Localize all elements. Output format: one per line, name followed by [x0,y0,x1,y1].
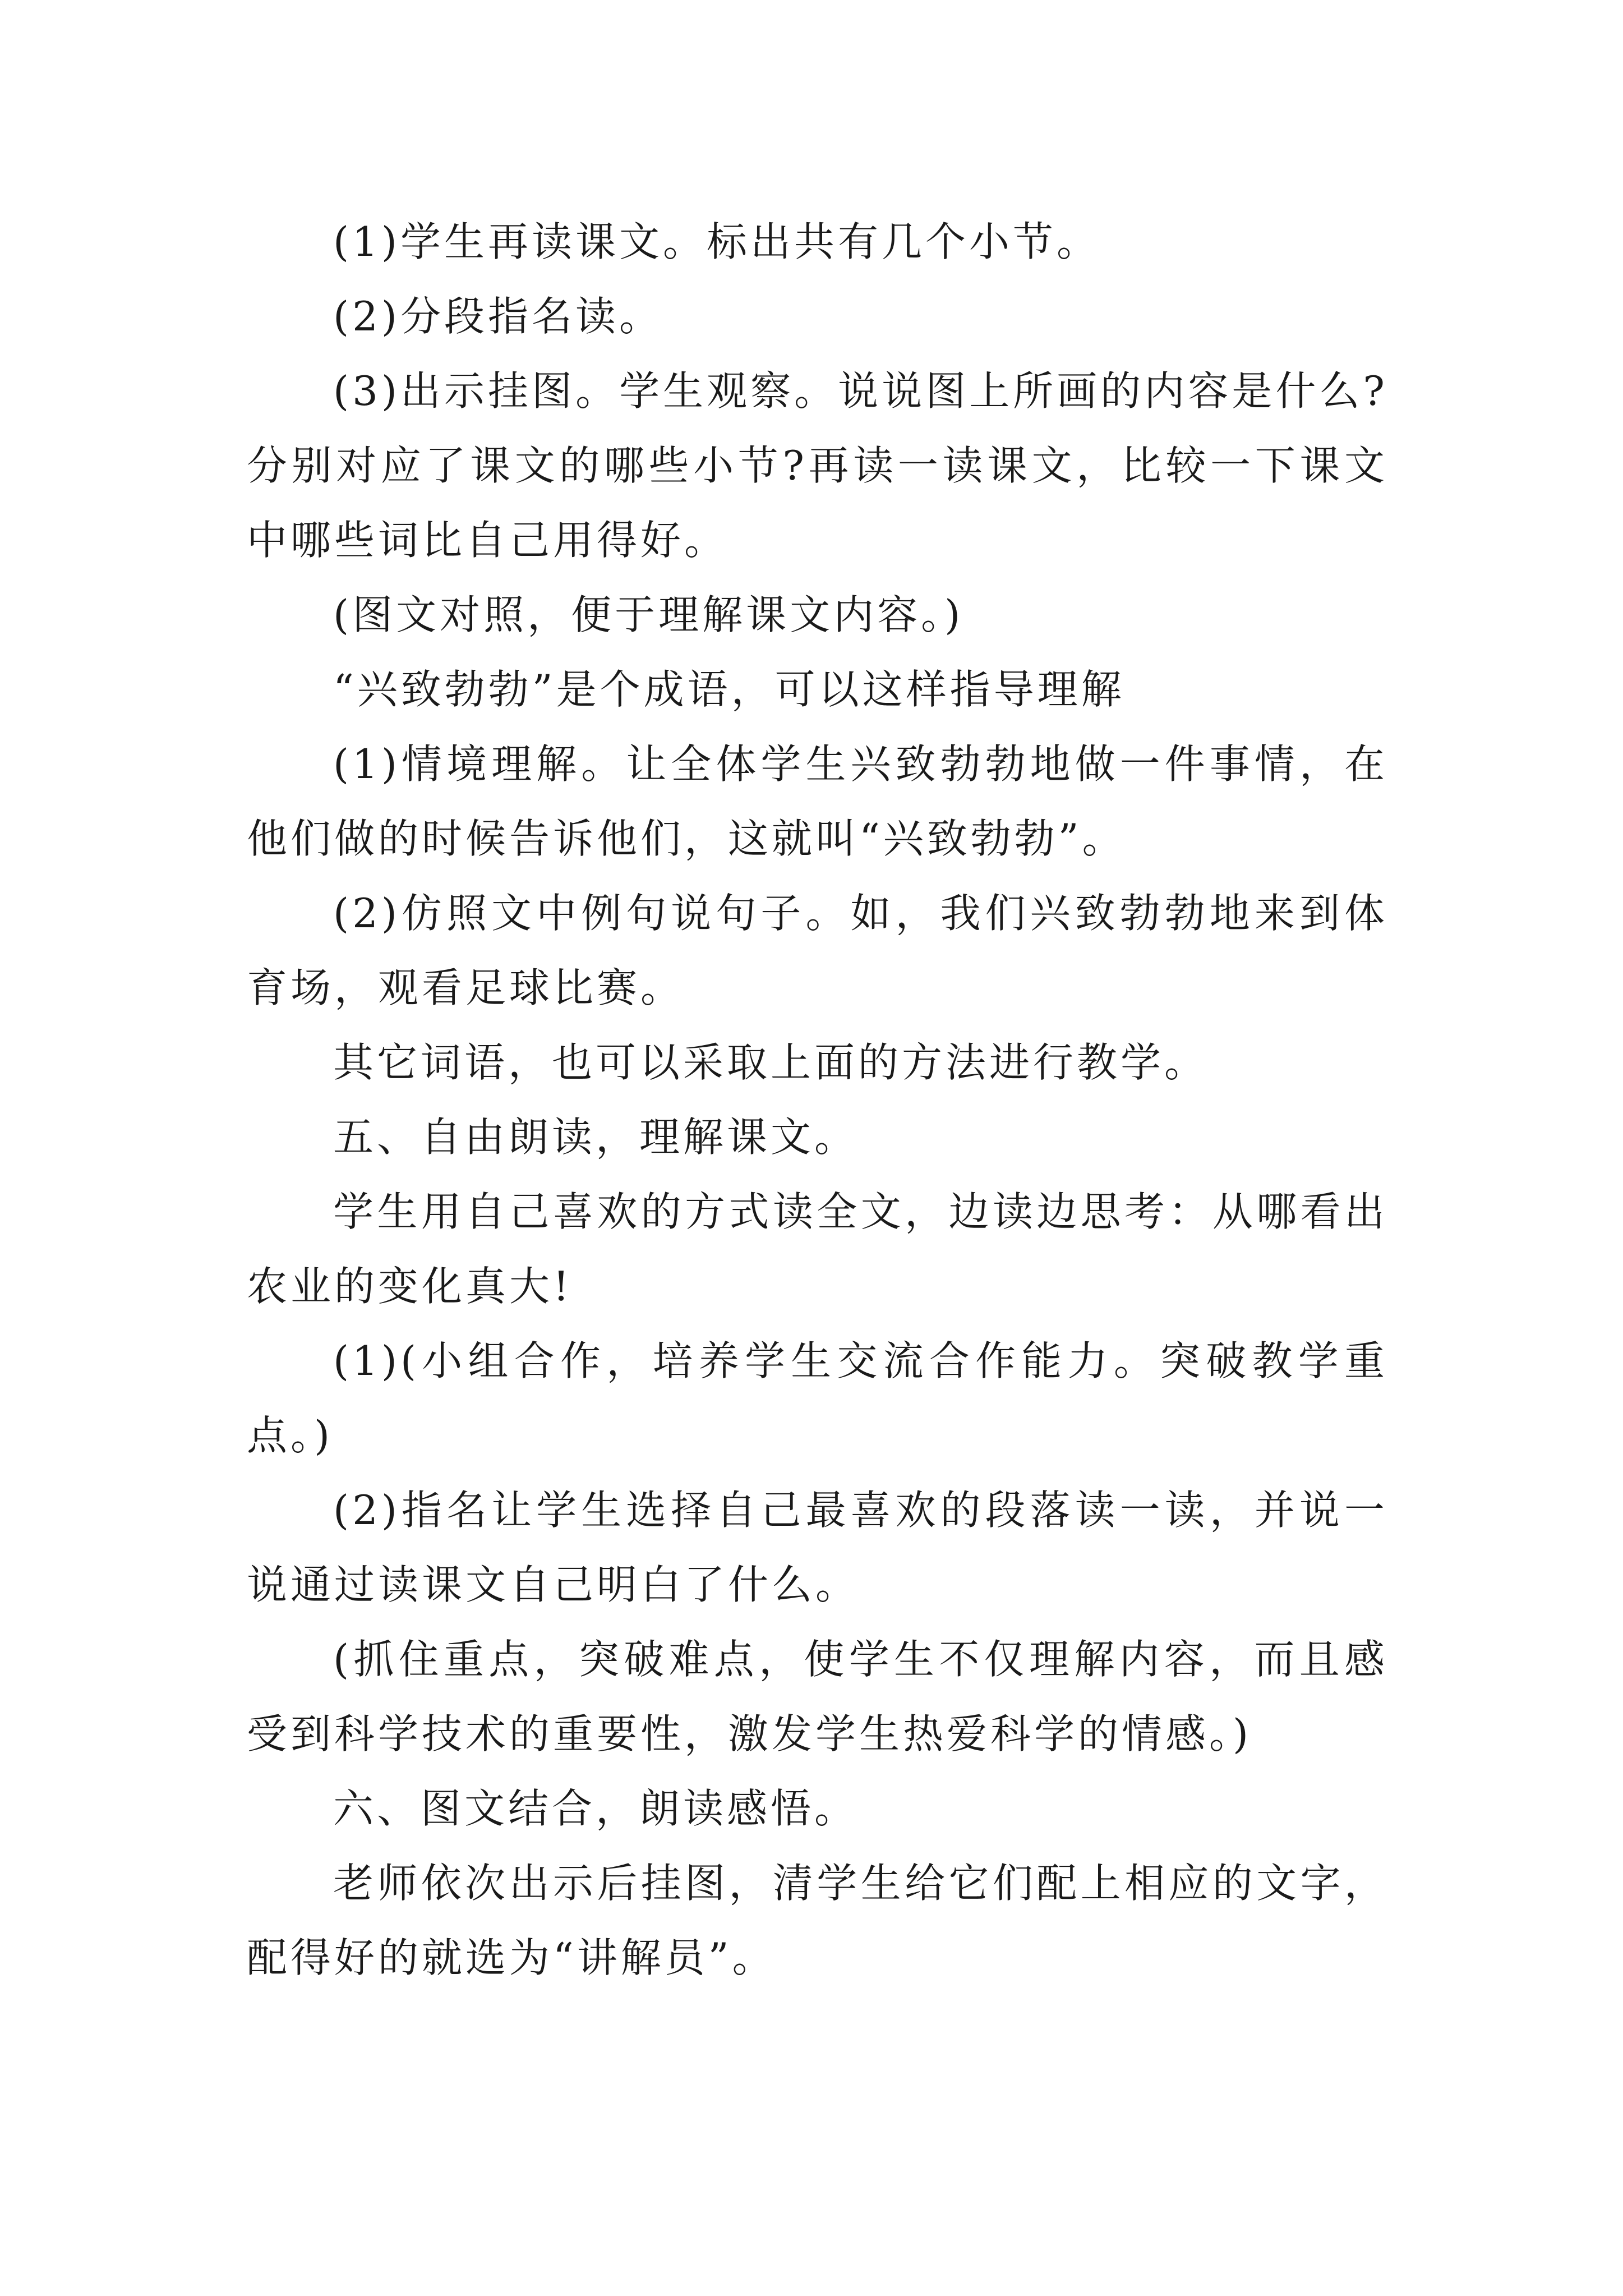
paragraph-6: (1)情境理解。让全体学生兴致勃勃地做一件事情，在他们做的时候告诉他们，这就叫“兴致勃勃”。 [247,740,1388,862]
paragraph-7: (2)仿照文中例句说句子。如，我们兴致勃勃地来到体育场，观看足球比赛。 [247,890,1388,1011]
paragraph-4: (图文对照，便于理解课文内容。) [333,591,964,638]
paragraph-3: (3)出示挂图。学生观察。说说图上所画的内容是什么?分别对应了课文的哪些小节?再读一读课文，比较一下课文中哪些词比自己用得好。 [247,367,1388,564]
section-heading-5: 五、自由朗读，理解课文。 [333,1114,859,1161]
paragraph-15: 老师依次出示后挂图，清学生给它们配上相应的文字，配得好的就选为“讲解员”。 [247,1860,1388,1981]
paragraph-11: (1)(小组合作，培养学生交流合作能力。突破教学重点。) [247,1337,1388,1459]
paragraph-10: 学生用自己喜欢的方式读全文，边读边思考：从哪看出农业的变化真大! [247,1188,1388,1310]
paragraph-5: “兴致勃勃”是个成语，可以这样指导理解 [333,666,1125,713]
paragraph-8: 其它词语，也可以采取上面的方法进行教学。 [333,1039,1209,1086]
paragraph-1: (1)学生再读课文。标出共有几个小节。 [333,218,1100,265]
document-body [247,205,1388,1995]
paragraph-13: (抓住重点，突破难点，使学生不仅理解内容，而且感受到科学技术的重要性，激发学生热爱科学的情感。) [247,1636,1388,1757]
paragraph-12: (2)指名让学生选择自己最喜欢的段落读一读，并说一说通过读课文自己明白了什么。 [247,1487,1388,1608]
section-heading-6: 六、图文结合，朗读感悟。 [333,1785,859,1832]
paragraph-2: (2)分段指名读。 [333,293,663,340]
